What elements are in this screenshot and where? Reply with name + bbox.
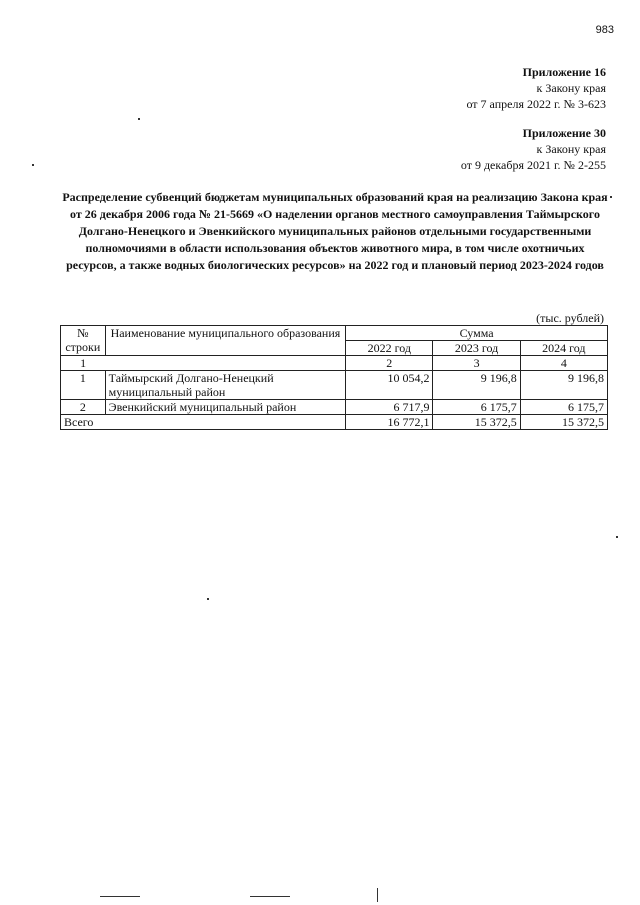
appendix-original-law-ref: к Закону края: [536, 142, 606, 156]
page-number: 983: [595, 24, 614, 36]
total-2024: 15 372,5: [520, 415, 607, 430]
municipality-name: Таймырский Долгано-Ненецкий муниципальный район: [105, 371, 346, 400]
column-number: 2: [346, 356, 433, 371]
header-year-2024: 2024 год: [520, 341, 607, 356]
amount-2023: 9 196,8: [433, 371, 520, 400]
column-number: 3: [433, 356, 520, 371]
column-number: [105, 356, 346, 371]
scan-speck: [138, 118, 140, 120]
table-row: [61, 400, 608, 415]
scan-speck: [207, 598, 209, 600]
municipality-name: Эвенкийский муниципальный район: [105, 400, 346, 415]
header-name: Наименование муниципального образования: [105, 326, 346, 356]
total-2023: 15 372,5: [433, 415, 520, 430]
column-number: 1: [61, 356, 106, 371]
total-2022: 16 772,1: [346, 415, 433, 430]
table-total-row: [61, 415, 608, 430]
scan-speck: [250, 896, 290, 897]
appendix-original-date: от 9 декабря 2021 г. № 2-255: [460, 158, 606, 172]
appendix-current-block: [466, 64, 606, 112]
header-year-2023: 2023 год: [433, 341, 520, 356]
appendix-original-title: Приложение 30: [522, 126, 606, 140]
units-label: (тыс. рублей): [536, 311, 604, 325]
amount-2024: 9 196,8: [520, 371, 607, 400]
column-number: 4: [520, 356, 607, 371]
table-header-row: [61, 326, 608, 341]
header-year-2022: 2022 год: [346, 341, 433, 356]
amount-2023: 6 175,7: [433, 400, 520, 415]
total-label: Всего: [61, 415, 346, 430]
header-sum: Сумма: [346, 326, 608, 341]
scan-speck: [377, 888, 378, 902]
scan-speck: [32, 164, 34, 166]
column-numbers-row: [61, 356, 608, 371]
subsidies-table: [60, 325, 608, 430]
amount-2024: 6 175,7: [520, 400, 607, 415]
table-row: [61, 371, 608, 400]
appendix-current-title: Приложение 16: [522, 65, 606, 79]
scan-speck: [100, 896, 140, 897]
amount-2022: 6 717,9: [346, 400, 433, 415]
appendix-current-date: от 7 апреля 2022 г. № 3-623: [466, 97, 606, 111]
document-title: Распределение субвенций бюджетам муниципальных образований края на реализацию Закона края от 26 декабря 2006 года № 21-5669 «О наделении органов местного самоуправления Таймырского Долгано-Ненецкого и Эвенкийского муниципальных районов отдельными государственными полномочиями в области использования объектов животного мира, в том числе охотничьих ресурсов, а также водных биологических ресурсов» на 2022 год и плановый период 2023-2024 годов: [62, 190, 608, 272]
scan-speck: [616, 536, 618, 538]
row-number: 2: [61, 400, 106, 415]
scan-speck: [610, 196, 612, 198]
header-row-number: № строки: [61, 326, 106, 356]
row-number: 1: [61, 371, 106, 400]
amount-2022: 10 054,2: [346, 371, 433, 400]
appendix-original-block: [461, 125, 606, 173]
appendix-current-law-ref: к Закону края: [536, 81, 606, 95]
